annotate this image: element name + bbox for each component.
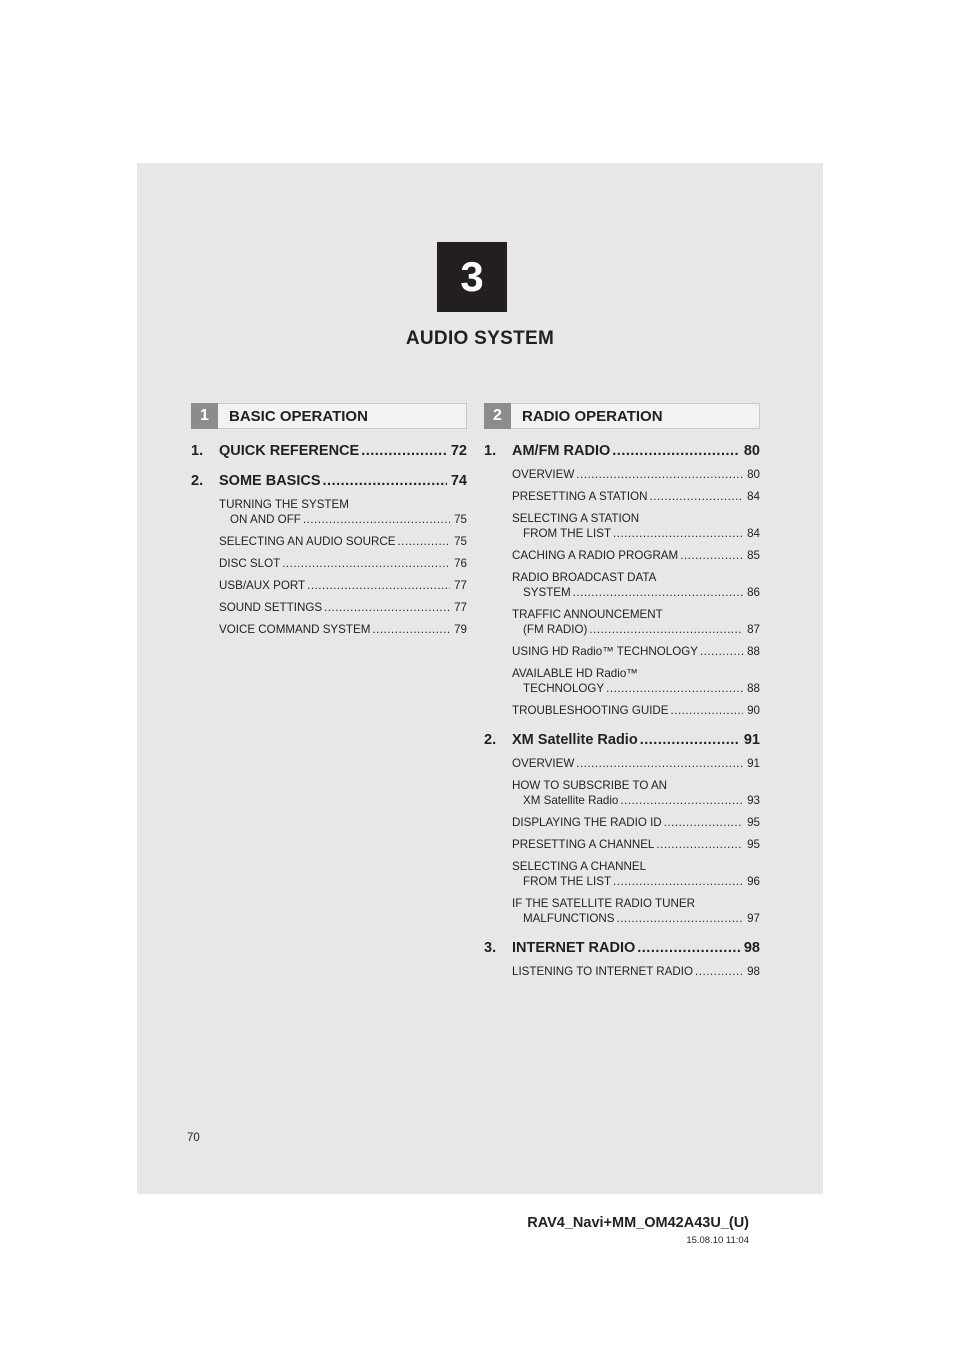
leader-dots bbox=[282, 556, 450, 571]
section-title: BASIC OPERATION bbox=[229, 408, 368, 425]
item-title: FROM THE LIST bbox=[523, 527, 612, 540]
leader-dots bbox=[637, 940, 740, 956]
item-page-number: 76 bbox=[454, 557, 467, 570]
item-title-row bbox=[219, 600, 467, 615]
leader-dots bbox=[671, 703, 744, 718]
leader-dots bbox=[303, 512, 450, 527]
item-title: VOICE COMMAND SYSTEM bbox=[219, 623, 371, 636]
leader-dots bbox=[361, 443, 447, 459]
item-title-row bbox=[512, 815, 760, 830]
chapter-link-title: XM Satellite Radio bbox=[512, 732, 638, 748]
chapter-title: AUDIO SYSTEM bbox=[405, 328, 555, 349]
item-page-number: 75 bbox=[454, 535, 467, 548]
item-title-row bbox=[512, 911, 760, 926]
item-page-number: 88 bbox=[747, 645, 760, 658]
leader-dots bbox=[398, 534, 451, 549]
item-page-number: 95 bbox=[747, 816, 760, 829]
toc-item-link[interactable] bbox=[512, 570, 760, 600]
item-page-number: 97 bbox=[747, 912, 760, 925]
item-title: PRESETTING A STATION bbox=[512, 490, 648, 503]
chapter-link-title: AM/FM RADIO bbox=[512, 443, 611, 459]
toc-item-link[interactable] bbox=[512, 964, 760, 979]
document-code: RAV4_Navi+MM_OM42A43U_(U) bbox=[527, 1215, 749, 1231]
item-title: FROM THE LIST bbox=[523, 875, 612, 888]
item-title: XM Satellite Radio bbox=[523, 794, 619, 807]
chapter-link-title: QUICK REFERENCE bbox=[219, 443, 360, 459]
chapter-index: 2. bbox=[191, 473, 204, 489]
chapter-page-number: 91 bbox=[743, 732, 760, 748]
item-title-line1: TURNING THE SYSTEM bbox=[219, 498, 349, 511]
toc-item-link[interactable] bbox=[512, 666, 760, 696]
leader-dots bbox=[576, 467, 743, 482]
item-page-number: 88 bbox=[747, 682, 760, 695]
toc-item-link[interactable] bbox=[219, 578, 467, 593]
chapter-link-title: SOME BASICS bbox=[219, 473, 321, 489]
toc-item-link[interactable] bbox=[219, 622, 467, 637]
leader-dots bbox=[616, 911, 743, 926]
item-title: USB/AUX PORT bbox=[219, 579, 306, 592]
item-title-row bbox=[219, 556, 467, 571]
item-page-number: 77 bbox=[454, 579, 467, 592]
leader-dots bbox=[573, 585, 743, 600]
item-title-row bbox=[512, 837, 760, 852]
chapter-page-number: 74 bbox=[450, 473, 467, 489]
item-page-number: 96 bbox=[747, 875, 760, 888]
toc-item-link[interactable] bbox=[512, 703, 760, 718]
chapter-link-title: INTERNET RADIO bbox=[512, 940, 636, 956]
item-title-row bbox=[219, 512, 467, 527]
section-number-badge: 1 bbox=[191, 403, 218, 429]
chapter-number-box: 3 bbox=[437, 242, 507, 312]
item-page-number: 84 bbox=[747, 490, 760, 503]
item-title-row bbox=[512, 585, 760, 600]
leader-dots bbox=[606, 681, 743, 696]
item-title-row bbox=[512, 703, 760, 718]
section-header bbox=[484, 403, 760, 429]
item-title: CACHING A RADIO PROGRAM bbox=[512, 549, 679, 562]
section-number-badge: 2 bbox=[484, 403, 511, 429]
item-title-row bbox=[512, 548, 760, 563]
toc-item-link[interactable] bbox=[512, 859, 760, 889]
leader-dots bbox=[620, 793, 743, 808]
item-title-row bbox=[512, 622, 760, 637]
item-title: SOUND SETTINGS bbox=[219, 601, 323, 614]
item-title-row bbox=[512, 756, 760, 771]
section-header bbox=[191, 403, 467, 429]
toc-item-list bbox=[512, 467, 760, 718]
item-title: DISPLAYING THE RADIO ID bbox=[512, 816, 662, 829]
item-title-row bbox=[512, 467, 760, 482]
document-timestamp: 15.08.10 11:04 bbox=[686, 1235, 749, 1246]
item-title: LISTENING TO INTERNET RADIO bbox=[512, 965, 694, 978]
leader-dots bbox=[664, 815, 743, 830]
item-page-number: 95 bbox=[747, 838, 760, 851]
toc-chapter-link[interactable] bbox=[484, 443, 760, 459]
toc-item-link[interactable] bbox=[512, 815, 760, 830]
toc-item-link[interactable] bbox=[219, 556, 467, 571]
leader-dots bbox=[372, 622, 450, 637]
leader-dots bbox=[613, 526, 743, 541]
item-title: SYSTEM bbox=[523, 586, 571, 599]
item-title-line1: TRAFFIC ANNOUNCEMENT bbox=[512, 608, 663, 621]
item-page-number: 91 bbox=[747, 757, 760, 770]
toc-chapter-link[interactable] bbox=[191, 473, 467, 489]
item-title: ON AND OFF bbox=[230, 513, 301, 526]
leader-dots bbox=[323, 473, 447, 489]
item-title-row bbox=[512, 793, 760, 808]
item-title: TROUBLESHOOTING GUIDE bbox=[512, 704, 669, 717]
item-page-number: 75 bbox=[454, 513, 467, 526]
leader-dots bbox=[613, 874, 743, 889]
chapter-index: 2. bbox=[484, 732, 497, 748]
item-title-line1: RADIO BROADCAST DATA bbox=[512, 571, 657, 584]
toc-item-link[interactable] bbox=[219, 497, 467, 527]
chapter-index: 1. bbox=[191, 443, 204, 459]
item-title-line1: HOW TO SUBSCRIBE TO AN bbox=[512, 779, 668, 792]
item-title: DISC SLOT bbox=[219, 557, 281, 570]
item-title: OVERVIEW bbox=[512, 468, 575, 481]
leader-dots bbox=[640, 732, 740, 748]
toc-item-link[interactable] bbox=[512, 489, 760, 504]
item-page-number: 87 bbox=[747, 623, 760, 636]
leader-dots bbox=[576, 756, 743, 771]
item-page-number: 79 bbox=[454, 623, 467, 636]
toc-item-link[interactable] bbox=[219, 534, 467, 549]
leader-dots bbox=[324, 600, 450, 615]
toc-item-link[interactable] bbox=[512, 548, 760, 563]
item-title: TECHNOLOGY bbox=[523, 682, 605, 695]
toc-item-link[interactable] bbox=[512, 896, 760, 926]
chapter-page-number: 72 bbox=[450, 443, 467, 459]
page-number: 70 bbox=[187, 1132, 200, 1144]
item-title-row bbox=[219, 534, 467, 549]
item-page-number: 93 bbox=[747, 794, 760, 807]
item-page-number: 90 bbox=[747, 704, 760, 717]
toc-column-radio-operation bbox=[484, 403, 760, 986]
item-title-row bbox=[512, 489, 760, 504]
leader-dots bbox=[656, 837, 743, 852]
item-title-row bbox=[219, 622, 467, 637]
item-title-row bbox=[512, 874, 760, 889]
toc-item-link[interactable] bbox=[512, 644, 760, 659]
toc-item-link[interactable] bbox=[512, 837, 760, 852]
item-title-row bbox=[512, 681, 760, 696]
item-title-row bbox=[219, 578, 467, 593]
item-page-number: 80 bbox=[747, 468, 760, 481]
leader-dots bbox=[589, 622, 743, 637]
item-title-row bbox=[512, 964, 760, 979]
leader-dots bbox=[680, 548, 743, 563]
item-title: (FM RADIO) bbox=[523, 623, 588, 636]
item-title: OVERVIEW bbox=[512, 757, 575, 770]
chapter-index: 3. bbox=[484, 940, 497, 956]
toc-column-basic-operation bbox=[191, 403, 467, 644]
leader-dots bbox=[695, 964, 743, 979]
toc-chapter-link[interactable] bbox=[484, 732, 760, 748]
item-title-row bbox=[512, 644, 760, 659]
toc-item-link[interactable] bbox=[512, 756, 760, 771]
toc-item-link[interactable] bbox=[512, 607, 760, 637]
chapter-index: 1. bbox=[484, 443, 497, 459]
item-page-number: 77 bbox=[454, 601, 467, 614]
leader-dots bbox=[700, 644, 743, 659]
item-title-line1: IF THE SATELLITE RADIO TUNER bbox=[512, 897, 695, 910]
toc-item-link[interactable] bbox=[219, 600, 467, 615]
item-page-number: 86 bbox=[747, 586, 760, 599]
toc-item-link[interactable] bbox=[512, 778, 760, 808]
item-page-number: 98 bbox=[747, 965, 760, 978]
chapter-page-number: 98 bbox=[743, 940, 760, 956]
toc-chapter-link[interactable] bbox=[191, 443, 467, 459]
item-page-number: 85 bbox=[747, 549, 760, 562]
toc-chapter-link[interactable] bbox=[484, 940, 760, 956]
toc-item-list bbox=[512, 964, 760, 979]
item-title: MALFUNCTIONS bbox=[523, 912, 615, 925]
item-title-line1: AVAILABLE HD Radio™ bbox=[512, 667, 638, 680]
toc-item-list bbox=[219, 497, 467, 637]
section-title: RADIO OPERATION bbox=[522, 408, 663, 425]
item-title-line1: SELECTING A CHANNEL bbox=[512, 860, 647, 873]
leader-dots bbox=[307, 578, 450, 593]
item-title: USING HD Radio™ TECHNOLOGY bbox=[512, 645, 698, 658]
item-title-line1: SELECTING A STATION bbox=[512, 512, 640, 525]
item-page-number: 84 bbox=[747, 527, 760, 540]
item-title: PRESETTING A CHANNEL bbox=[512, 838, 655, 851]
toc-item-link[interactable] bbox=[512, 467, 760, 482]
leader-dots bbox=[650, 489, 744, 504]
leader-dots bbox=[612, 443, 740, 459]
item-title: SELECTING AN AUDIO SOURCE bbox=[219, 535, 396, 548]
item-title-row bbox=[512, 526, 760, 541]
toc-item-list bbox=[512, 756, 760, 926]
chapter-page-number: 80 bbox=[743, 443, 760, 459]
toc-item-link[interactable] bbox=[512, 511, 760, 541]
